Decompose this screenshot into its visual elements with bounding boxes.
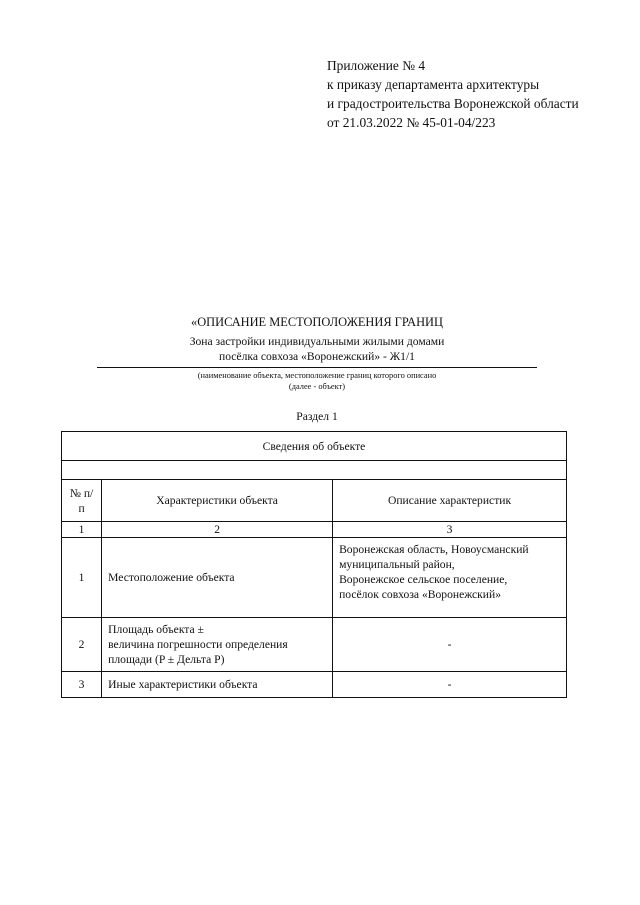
row-description-line: муниципальный район, <box>339 558 455 571</box>
row-description-line: Воронежская область, Новоусманский <box>339 543 529 556</box>
row-characteristic <box>102 538 333 618</box>
row-characteristic <box>102 618 333 672</box>
row-characteristic-line: величина погрешности определения <box>108 638 288 651</box>
object-name-line: посёлка совхоза «Воронежский» - Ж1/1 <box>219 350 415 363</box>
row-number: 1 <box>62 538 102 618</box>
appendix-line: и градостроительства Воронежской области <box>327 96 579 111</box>
row-characteristic-line: Местоположение объекта <box>108 571 235 584</box>
object-name-line: Зона застройки индивидуальными жилыми домами <box>189 335 445 348</box>
row-characteristic-line: площади (P ± Дельта P) <box>108 653 225 666</box>
row-characteristic-line: Площадь объекта ± <box>108 623 204 636</box>
row-characteristic <box>102 672 333 698</box>
row-number: 2 <box>62 618 102 672</box>
row-description <box>333 672 567 698</box>
row-description-line: - <box>447 678 452 691</box>
column-number: 2 <box>102 522 333 538</box>
table-row <box>62 672 567 698</box>
caption-line: (наименование объекта, местоположение границ которого описано <box>197 371 437 380</box>
appendix-line: от 21.03.2022 № 45-01-04/223 <box>327 115 496 130</box>
object-info-table <box>61 431 567 698</box>
column-header-row <box>62 480 567 522</box>
object-name-underline <box>97 367 537 368</box>
row-description <box>333 618 567 672</box>
appendix-line: к приказу департамента архитектуры <box>327 77 540 92</box>
row-description <box>333 538 567 618</box>
document-title: «ОПИСАНИЕ МЕСТОПОЛОЖЕНИЯ ГРАНИЦ <box>191 315 443 329</box>
appendix-line: Приложение № 4 <box>327 58 426 73</box>
table-spacer-cell <box>62 461 567 480</box>
row-characteristic-line: Иные характеристики объекта <box>108 678 258 691</box>
table-row <box>62 538 567 618</box>
column-number: 1 <box>62 522 102 538</box>
table-row <box>62 618 567 672</box>
row-description-line: посёлок совхоза «Воронежский» <box>339 588 502 601</box>
table-spacer-row <box>62 461 567 480</box>
appendix-header <box>327 56 579 132</box>
table-header-row <box>62 432 567 461</box>
column-header-characteristic: Характеристики объекта <box>102 480 333 522</box>
table-header: Сведения об объекте <box>62 432 567 461</box>
column-number: 3 <box>333 522 567 538</box>
section-title: Раздел 1 <box>296 410 338 423</box>
row-number: 3 <box>62 672 102 698</box>
title-block <box>97 314 537 364</box>
row-description-line: Воронежское сельское поселение, <box>339 573 508 586</box>
column-header-description: Описание характеристик <box>333 480 567 522</box>
caption-line: (далее - объект) <box>288 382 346 391</box>
row-description-line: - <box>447 638 452 651</box>
column-header-num: № п/п <box>62 480 102 522</box>
column-number-row <box>62 522 567 538</box>
object-name-caption <box>97 370 537 392</box>
